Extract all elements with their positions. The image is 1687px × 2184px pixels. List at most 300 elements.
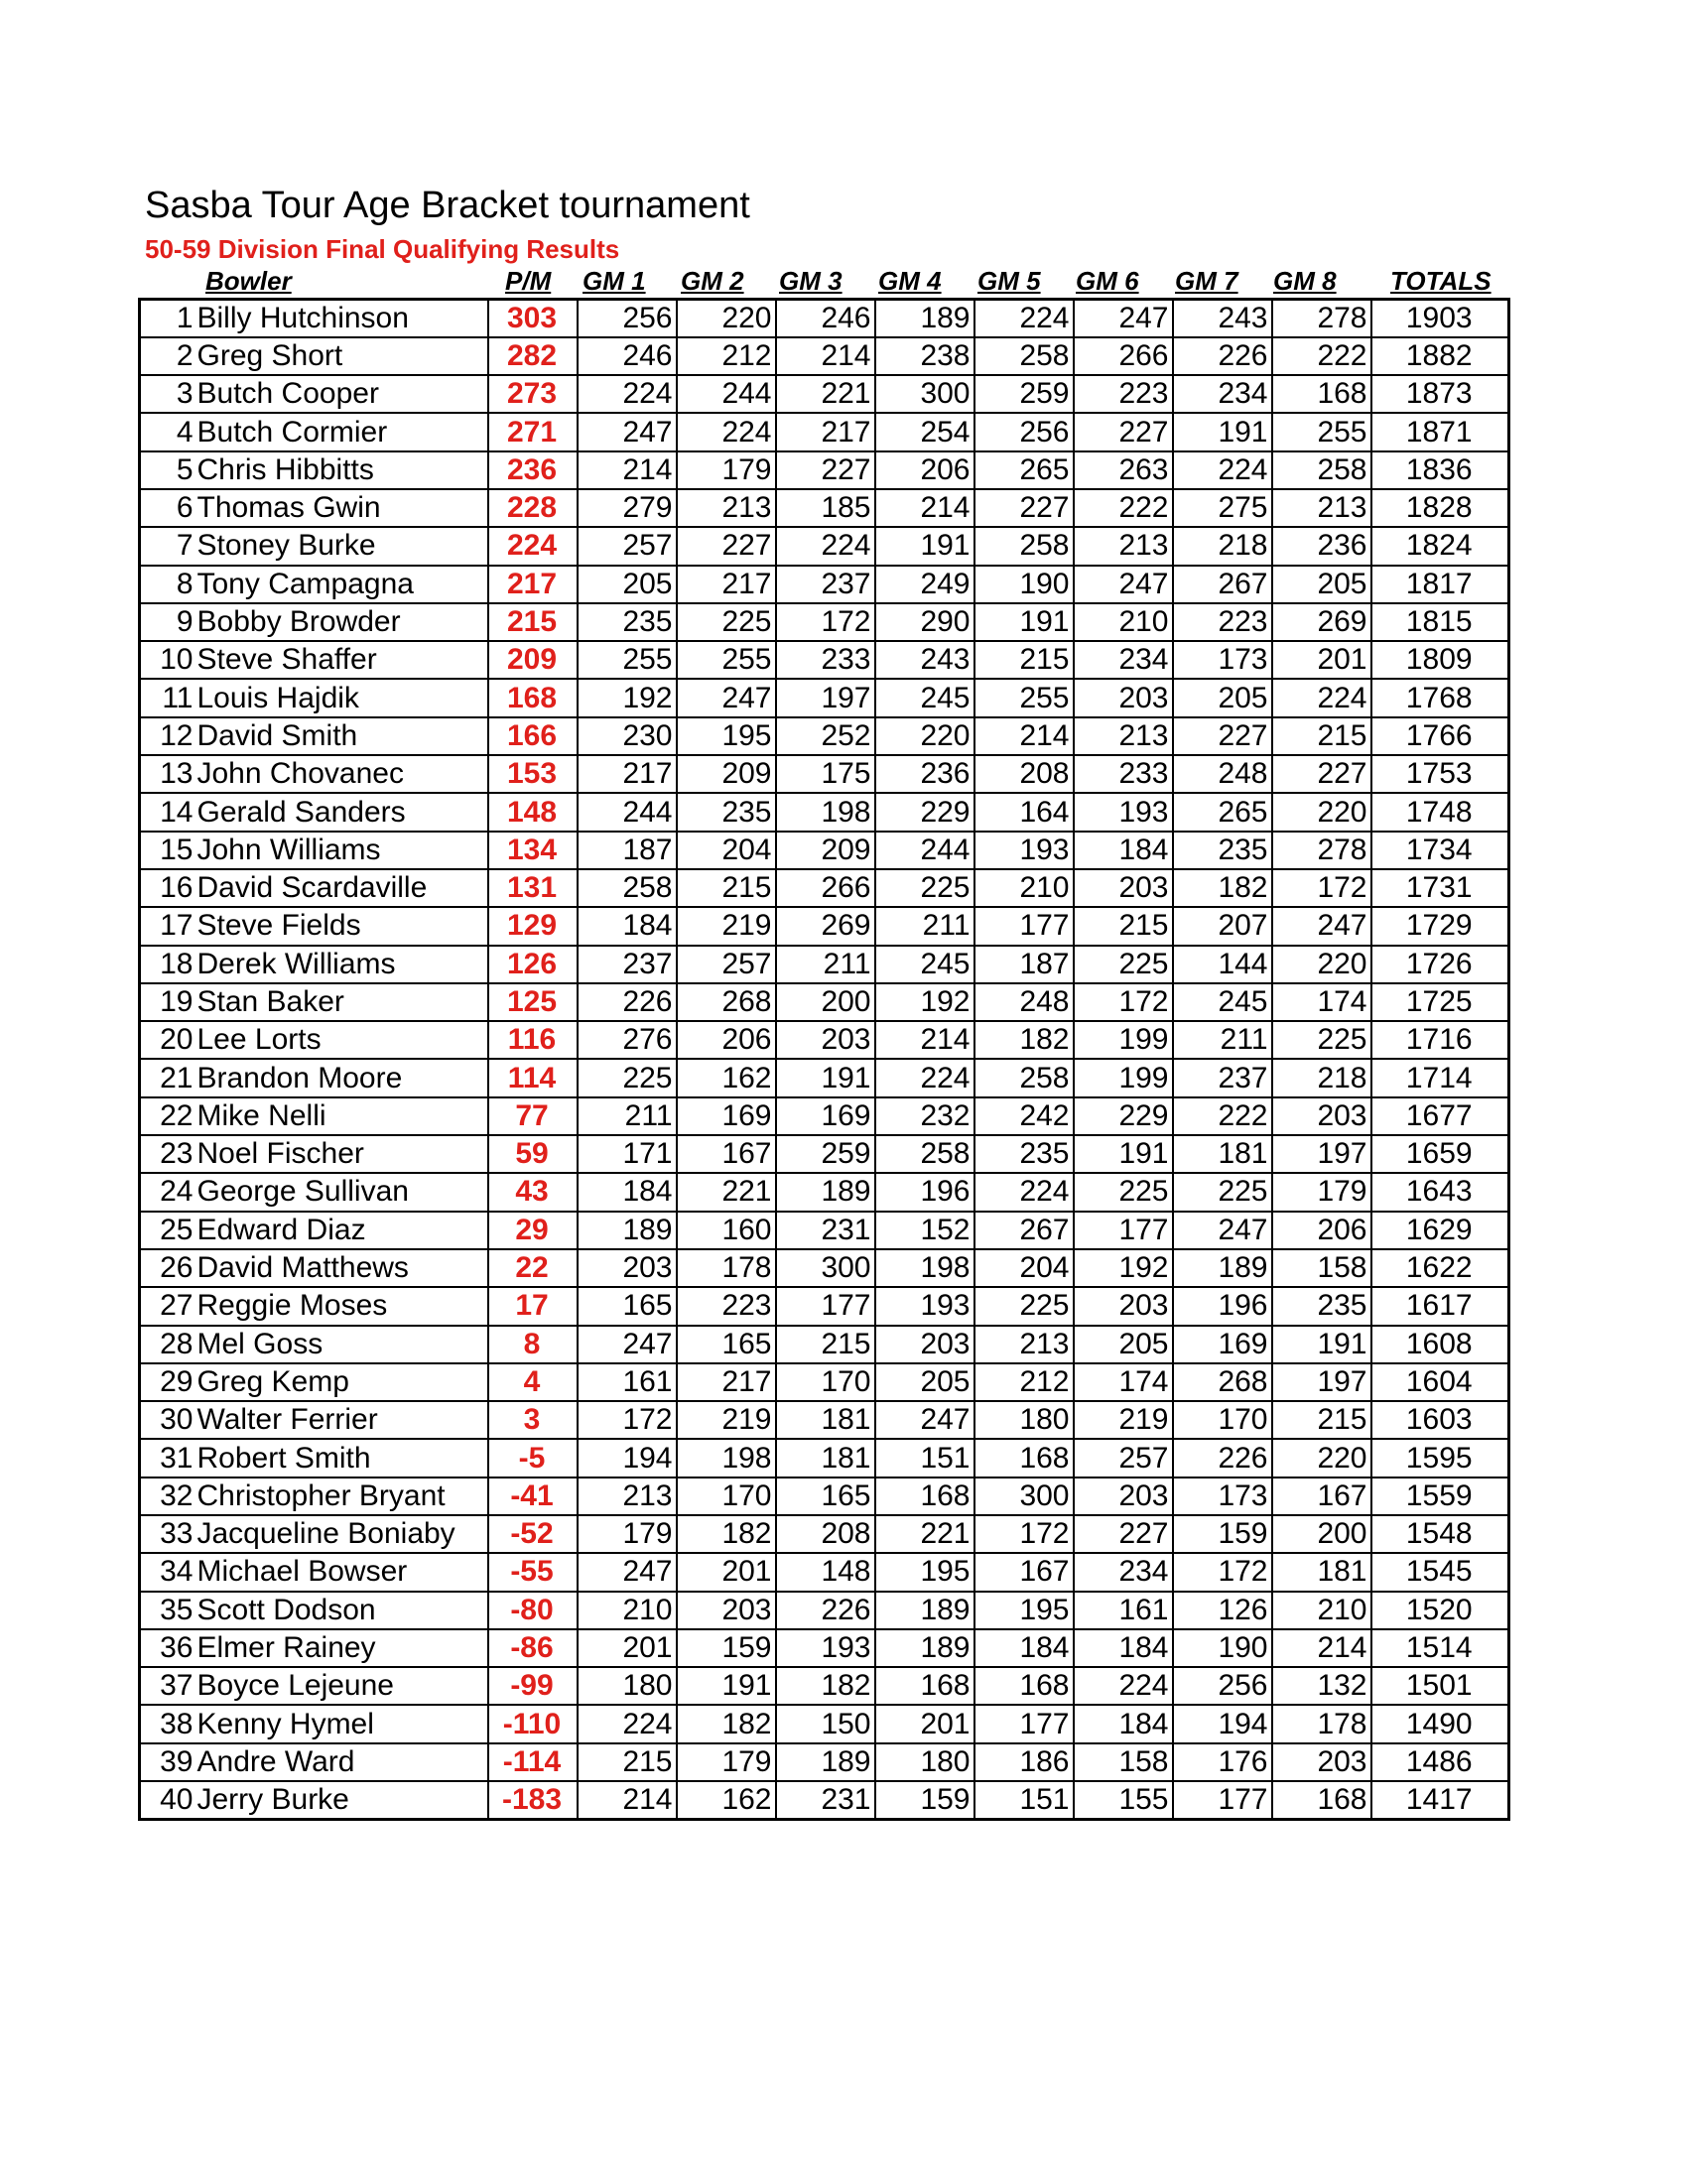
header-gm-1: GM 1 <box>583 266 646 296</box>
game-score-cell: 179 <box>578 1515 677 1553</box>
game-score-cell: 222 <box>1272 337 1371 375</box>
game-score-cell: 220 <box>677 300 776 337</box>
game-score-cell: 236 <box>1272 527 1371 565</box>
bowler-name-cell: Butch Cormier <box>195 413 488 450</box>
game-score-cell: 192 <box>875 983 974 1021</box>
rank-cell: 4 <box>140 413 195 450</box>
game-score-cell: 211 <box>578 1097 677 1135</box>
table-row <box>140 1553 1509 1591</box>
total-cell: 1595 <box>1371 1439 1509 1477</box>
game-score-cell: 172 <box>776 603 875 641</box>
game-score-cell: 194 <box>1173 1705 1272 1742</box>
game-score-cell: 167 <box>1272 1477 1371 1515</box>
table-row <box>140 489 1509 527</box>
game-score-cell: 215 <box>1272 1401 1371 1439</box>
game-score-cell: 172 <box>1272 869 1371 907</box>
game-score-cell: 198 <box>677 1439 776 1477</box>
total-cell: 1729 <box>1371 907 1509 945</box>
game-score-cell: 220 <box>875 717 974 755</box>
game-score-cell: 164 <box>974 793 1074 831</box>
game-score-cell: 224 <box>974 300 1074 337</box>
header-gm-3: GM 3 <box>779 266 843 296</box>
game-score-cell: 225 <box>1074 1173 1173 1211</box>
rank-cell: 22 <box>140 1097 195 1135</box>
game-score-cell: 235 <box>677 793 776 831</box>
game-score-cell: 189 <box>875 1629 974 1667</box>
bowler-name-cell: Bobby Browder <box>195 603 488 641</box>
game-score-cell: 267 <box>974 1212 1074 1249</box>
game-score-cell: 214 <box>875 1021 974 1059</box>
total-cell: 1753 <box>1371 755 1509 793</box>
bowler-name-cell: David Smith <box>195 717 488 755</box>
game-score-cell: 224 <box>875 1059 974 1096</box>
game-score-cell: 199 <box>1074 1021 1173 1059</box>
total-cell: 1643 <box>1371 1173 1509 1211</box>
rank-cell: 18 <box>140 946 195 983</box>
game-score-cell: 255 <box>578 641 677 679</box>
game-score-cell: 224 <box>578 375 677 413</box>
total-cell: 1828 <box>1371 489 1509 527</box>
total-cell: 1486 <box>1371 1743 1509 1781</box>
game-score-cell: 222 <box>1173 1097 1272 1135</box>
game-score-cell: 196 <box>1173 1287 1272 1325</box>
pm-cell: 224 <box>488 527 578 565</box>
bowler-name-cell: Tony Campagna <box>195 566 488 603</box>
rank-cell: 14 <box>140 793 195 831</box>
game-score-cell: 174 <box>1074 1363 1173 1401</box>
game-score-cell: 191 <box>875 527 974 565</box>
game-score-cell: 189 <box>776 1173 875 1211</box>
total-cell: 1514 <box>1371 1629 1509 1667</box>
game-score-cell: 193 <box>776 1629 875 1667</box>
pm-cell: 273 <box>488 375 578 413</box>
table-row <box>140 946 1509 983</box>
pm-cell: 114 <box>488 1059 578 1096</box>
game-score-cell: 278 <box>1272 300 1371 337</box>
game-score-cell: 265 <box>1173 793 1272 831</box>
game-score-cell: 158 <box>1272 1249 1371 1287</box>
bowler-name-cell: Steve Shaffer <box>195 641 488 679</box>
game-score-cell: 173 <box>1173 1477 1272 1515</box>
game-score-cell: 197 <box>1272 1363 1371 1401</box>
game-score-cell: 300 <box>875 375 974 413</box>
pm-cell: -41 <box>488 1477 578 1515</box>
game-score-cell: 151 <box>875 1439 974 1477</box>
pm-cell: 3 <box>488 1401 578 1439</box>
table-row <box>140 641 1509 679</box>
game-score-cell: 227 <box>1074 413 1173 450</box>
pm-cell: 166 <box>488 717 578 755</box>
bowler-name-cell: Jerry Burke <box>195 1781 488 1819</box>
game-score-cell: 184 <box>1074 1629 1173 1667</box>
rank-cell: 24 <box>140 1173 195 1211</box>
rank-cell: 37 <box>140 1667 195 1705</box>
rank-cell: 35 <box>140 1592 195 1629</box>
game-score-cell: 172 <box>578 1401 677 1439</box>
game-score-cell: 184 <box>1074 832 1173 869</box>
game-score-cell: 234 <box>1074 641 1173 679</box>
table-row <box>140 907 1509 945</box>
game-score-cell: 268 <box>1173 1363 1272 1401</box>
pm-cell: 217 <box>488 566 578 603</box>
total-cell: 1824 <box>1371 527 1509 565</box>
game-score-cell: 225 <box>578 1059 677 1096</box>
table-row <box>140 1287 1509 1325</box>
total-cell: 1726 <box>1371 946 1509 983</box>
game-score-cell: 211 <box>1173 1021 1272 1059</box>
table-row <box>140 375 1509 413</box>
game-score-cell: 180 <box>875 1743 974 1781</box>
total-cell: 1836 <box>1371 451 1509 489</box>
game-score-cell: 210 <box>1074 603 1173 641</box>
rank-cell: 32 <box>140 1477 195 1515</box>
game-score-cell: 168 <box>875 1667 974 1705</box>
bowler-name-cell: Mel Goss <box>195 1326 488 1363</box>
game-score-cell: 258 <box>974 527 1074 565</box>
game-score-cell: 214 <box>578 451 677 489</box>
game-score-cell: 255 <box>974 679 1074 716</box>
game-score-cell: 215 <box>677 869 776 907</box>
total-cell: 1608 <box>1371 1326 1509 1363</box>
game-score-cell: 217 <box>776 413 875 450</box>
game-score-cell: 214 <box>974 717 1074 755</box>
game-score-cell: 254 <box>875 413 974 450</box>
game-score-cell: 206 <box>677 1021 776 1059</box>
game-score-cell: 168 <box>1272 375 1371 413</box>
game-score-cell: 217 <box>677 566 776 603</box>
game-score-cell: 227 <box>1074 1515 1173 1553</box>
pm-cell: 148 <box>488 793 578 831</box>
game-score-cell: 248 <box>974 983 1074 1021</box>
bowler-name-cell: Stoney Burke <box>195 527 488 565</box>
game-score-cell: 212 <box>974 1363 1074 1401</box>
bowler-name-cell: Scott Dodson <box>195 1592 488 1629</box>
game-score-cell: 223 <box>1074 375 1173 413</box>
game-score-cell: 192 <box>578 679 677 716</box>
game-score-cell: 187 <box>974 946 1074 983</box>
rank-cell: 10 <box>140 641 195 679</box>
table-row <box>140 566 1509 603</box>
bowler-name-cell: Thomas Gwin <box>195 489 488 527</box>
game-score-cell: 215 <box>776 1326 875 1363</box>
table-row <box>140 1592 1509 1629</box>
total-cell: 1809 <box>1371 641 1509 679</box>
game-score-cell: 169 <box>1173 1326 1272 1363</box>
game-score-cell: 211 <box>776 946 875 983</box>
game-score-cell: 132 <box>1272 1667 1371 1705</box>
game-score-cell: 159 <box>875 1781 974 1819</box>
game-score-cell: 278 <box>1272 832 1371 869</box>
game-score-cell: 214 <box>875 489 974 527</box>
rank-cell: 3 <box>140 375 195 413</box>
table-row <box>140 1326 1509 1363</box>
game-score-cell: 269 <box>1272 603 1371 641</box>
game-score-cell: 266 <box>776 869 875 907</box>
game-score-cell: 144 <box>1173 946 1272 983</box>
total-cell: 1815 <box>1371 603 1509 641</box>
game-score-cell: 170 <box>677 1477 776 1515</box>
game-score-cell: 180 <box>974 1401 1074 1439</box>
game-score-cell: 217 <box>677 1363 776 1401</box>
game-score-cell: 193 <box>974 832 1074 869</box>
total-cell: 1748 <box>1371 793 1509 831</box>
table-row <box>140 1021 1509 1059</box>
rank-cell: 23 <box>140 1135 195 1173</box>
game-score-cell: 204 <box>677 832 776 869</box>
game-score-cell: 255 <box>677 641 776 679</box>
bowler-name-cell: Noel Fischer <box>195 1135 488 1173</box>
game-score-cell: 258 <box>875 1135 974 1173</box>
game-score-cell: 267 <box>1173 566 1272 603</box>
game-score-cell: 200 <box>776 983 875 1021</box>
game-score-cell: 215 <box>1074 907 1173 945</box>
pm-cell: 8 <box>488 1326 578 1363</box>
game-score-cell: 189 <box>875 1592 974 1629</box>
game-score-cell: 215 <box>974 641 1074 679</box>
pm-cell: 153 <box>488 755 578 793</box>
bowler-name-cell: John Williams <box>195 832 488 869</box>
bowler-name-cell: Gerald Sanders <box>195 793 488 831</box>
pm-cell: 129 <box>488 907 578 945</box>
game-score-cell: 179 <box>677 1743 776 1781</box>
game-score-cell: 213 <box>974 1326 1074 1363</box>
game-score-cell: 148 <box>776 1553 875 1591</box>
game-score-cell: 180 <box>578 1667 677 1705</box>
bowler-name-cell: Walter Ferrier <box>195 1401 488 1439</box>
game-score-cell: 193 <box>875 1287 974 1325</box>
bowler-name-cell: Stan Baker <box>195 983 488 1021</box>
game-score-cell: 225 <box>677 603 776 641</box>
bowler-name-cell: Steve Fields <box>195 907 488 945</box>
game-score-cell: 181 <box>776 1439 875 1477</box>
game-score-cell: 235 <box>1272 1287 1371 1325</box>
total-cell: 1768 <box>1371 679 1509 716</box>
game-score-cell: 225 <box>1272 1021 1371 1059</box>
game-score-cell: 176 <box>1173 1743 1272 1781</box>
game-score-cell: 197 <box>776 679 875 716</box>
table-row <box>140 603 1509 641</box>
game-score-cell: 171 <box>578 1135 677 1173</box>
game-score-cell: 224 <box>1272 679 1371 716</box>
game-score-cell: 248 <box>1173 755 1272 793</box>
game-score-cell: 182 <box>776 1667 875 1705</box>
table-row <box>140 527 1509 565</box>
total-cell: 1677 <box>1371 1097 1509 1135</box>
table-row <box>140 1097 1509 1135</box>
game-score-cell: 182 <box>677 1515 776 1553</box>
game-score-cell: 247 <box>1074 566 1173 603</box>
game-score-cell: 213 <box>578 1477 677 1515</box>
game-score-cell: 203 <box>1272 1097 1371 1135</box>
total-cell: 1604 <box>1371 1363 1509 1401</box>
table-row <box>140 1135 1509 1173</box>
game-score-cell: 205 <box>578 566 677 603</box>
game-score-cell: 300 <box>776 1249 875 1287</box>
game-score-cell: 162 <box>677 1059 776 1096</box>
game-score-cell: 203 <box>875 1326 974 1363</box>
game-score-cell: 236 <box>875 755 974 793</box>
total-cell: 1417 <box>1371 1781 1509 1819</box>
table-row <box>140 1401 1509 1439</box>
game-score-cell: 211 <box>875 907 974 945</box>
game-score-cell: 203 <box>1074 679 1173 716</box>
game-score-cell: 155 <box>1074 1781 1173 1819</box>
header-totals: TOTALS <box>1390 266 1492 296</box>
game-score-cell: 179 <box>677 451 776 489</box>
game-score-cell: 225 <box>1173 1173 1272 1211</box>
game-score-cell: 247 <box>677 679 776 716</box>
game-score-cell: 257 <box>677 946 776 983</box>
total-cell: 1871 <box>1371 413 1509 450</box>
table-row <box>140 1781 1509 1819</box>
game-score-cell: 165 <box>578 1287 677 1325</box>
pm-cell: -114 <box>488 1743 578 1781</box>
game-score-cell: 243 <box>1173 300 1272 337</box>
pm-cell: 29 <box>488 1212 578 1249</box>
rank-cell: 28 <box>140 1326 195 1363</box>
total-cell: 1545 <box>1371 1553 1509 1591</box>
game-score-cell: 218 <box>1173 527 1272 565</box>
pm-cell: 271 <box>488 413 578 450</box>
game-score-cell: 213 <box>1272 489 1371 527</box>
game-score-cell: 196 <box>875 1173 974 1211</box>
game-score-cell: 227 <box>1173 717 1272 755</box>
game-score-cell: 276 <box>578 1021 677 1059</box>
game-score-cell: 237 <box>776 566 875 603</box>
header-gm-7: GM 7 <box>1175 266 1238 296</box>
game-score-cell: 204 <box>974 1249 1074 1287</box>
game-score-cell: 162 <box>677 1781 776 1819</box>
game-score-cell: 190 <box>1173 1629 1272 1667</box>
game-score-cell: 189 <box>578 1212 677 1249</box>
game-score-cell: 191 <box>1074 1135 1173 1173</box>
pm-cell: -183 <box>488 1781 578 1819</box>
bowler-name-cell: Elmer Rainey <box>195 1629 488 1667</box>
game-score-cell: 207 <box>1173 907 1272 945</box>
rank-cell: 26 <box>140 1249 195 1287</box>
game-score-cell: 247 <box>578 413 677 450</box>
pm-cell: 282 <box>488 337 578 375</box>
game-score-cell: 177 <box>776 1287 875 1325</box>
bowler-name-cell: Butch Cooper <box>195 375 488 413</box>
game-score-cell: 268 <box>677 983 776 1021</box>
game-score-cell: 219 <box>677 907 776 945</box>
bowler-name-cell: Boyce Lejeune <box>195 1667 488 1705</box>
game-score-cell: 214 <box>578 1781 677 1819</box>
header-bowler: Bowler <box>205 266 292 296</box>
table-row <box>140 983 1509 1021</box>
game-score-cell: 174 <box>1272 983 1371 1021</box>
bowler-name-cell: Louis Hajdik <box>195 679 488 716</box>
pm-cell: -86 <box>488 1629 578 1667</box>
game-score-cell: 234 <box>1173 375 1272 413</box>
game-score-cell: 167 <box>974 1553 1074 1591</box>
pm-cell: 209 <box>488 641 578 679</box>
header-pm: P/M <box>505 266 552 296</box>
bowler-name-cell: Billy Hutchinson <box>195 300 488 337</box>
total-cell: 1903 <box>1371 300 1509 337</box>
table-row <box>140 1249 1509 1287</box>
game-score-cell: 151 <box>974 1781 1074 1819</box>
pm-cell: 116 <box>488 1021 578 1059</box>
bowler-name-cell: Lee Lorts <box>195 1021 488 1059</box>
game-score-cell: 186 <box>974 1743 1074 1781</box>
total-cell: 1622 <box>1371 1249 1509 1287</box>
game-score-cell: 177 <box>1074 1212 1173 1249</box>
pm-cell: 168 <box>488 679 578 716</box>
game-score-cell: 224 <box>1173 451 1272 489</box>
game-score-cell: 244 <box>677 375 776 413</box>
game-score-cell: 255 <box>1272 413 1371 450</box>
rank-cell: 5 <box>140 451 195 489</box>
results-body <box>140 300 1509 1820</box>
game-score-cell: 247 <box>1173 1212 1272 1249</box>
game-score-cell: 215 <box>578 1743 677 1781</box>
game-score-cell: 159 <box>677 1629 776 1667</box>
game-score-cell: 198 <box>875 1249 974 1287</box>
game-score-cell: 161 <box>1074 1592 1173 1629</box>
game-score-cell: 187 <box>578 832 677 869</box>
rank-cell: 9 <box>140 603 195 641</box>
bowler-name-cell: David Scardaville <box>195 869 488 907</box>
table-row <box>140 1743 1509 1781</box>
rank-cell: 8 <box>140 566 195 603</box>
game-score-cell: 227 <box>677 527 776 565</box>
results-table <box>138 298 1510 1821</box>
pm-cell: 43 <box>488 1173 578 1211</box>
game-score-cell: 256 <box>1173 1667 1272 1705</box>
game-score-cell: 223 <box>1173 603 1272 641</box>
game-score-cell: 226 <box>776 1592 875 1629</box>
rank-cell: 16 <box>140 869 195 907</box>
game-score-cell: 210 <box>974 869 1074 907</box>
game-score-cell: 172 <box>1173 1553 1272 1591</box>
pm-cell: 215 <box>488 603 578 641</box>
rank-cell: 33 <box>140 1515 195 1553</box>
page-title: Sasba Tour Age Bracket tournament <box>145 185 750 226</box>
game-score-cell: 245 <box>875 946 974 983</box>
game-score-cell: 178 <box>1272 1705 1371 1742</box>
game-score-cell: 215 <box>1272 717 1371 755</box>
game-score-cell: 191 <box>974 603 1074 641</box>
game-score-cell: 199 <box>1074 1059 1173 1096</box>
game-score-cell: 266 <box>1074 337 1173 375</box>
pm-cell: -99 <box>488 1667 578 1705</box>
table-row <box>140 1515 1509 1553</box>
rank-cell: 17 <box>140 907 195 945</box>
game-score-cell: 198 <box>776 793 875 831</box>
game-score-cell: 150 <box>776 1705 875 1742</box>
game-score-cell: 195 <box>875 1553 974 1591</box>
game-score-cell: 225 <box>1074 946 1173 983</box>
game-score-cell: 177 <box>1173 1781 1272 1819</box>
game-score-cell: 203 <box>1074 869 1173 907</box>
table-row <box>140 869 1509 907</box>
total-cell: 1490 <box>1371 1705 1509 1742</box>
rank-cell: 39 <box>140 1743 195 1781</box>
rank-cell: 30 <box>140 1401 195 1439</box>
game-score-cell: 172 <box>1074 983 1173 1021</box>
game-score-cell: 247 <box>875 1401 974 1439</box>
game-score-cell: 168 <box>974 1439 1074 1477</box>
game-score-cell: 173 <box>1173 641 1272 679</box>
table-row <box>140 1439 1509 1477</box>
game-score-cell: 221 <box>776 375 875 413</box>
table-row <box>140 755 1509 793</box>
bowler-name-cell: John Chovanec <box>195 755 488 793</box>
game-score-cell: 160 <box>677 1212 776 1249</box>
game-score-cell: 184 <box>578 1173 677 1211</box>
